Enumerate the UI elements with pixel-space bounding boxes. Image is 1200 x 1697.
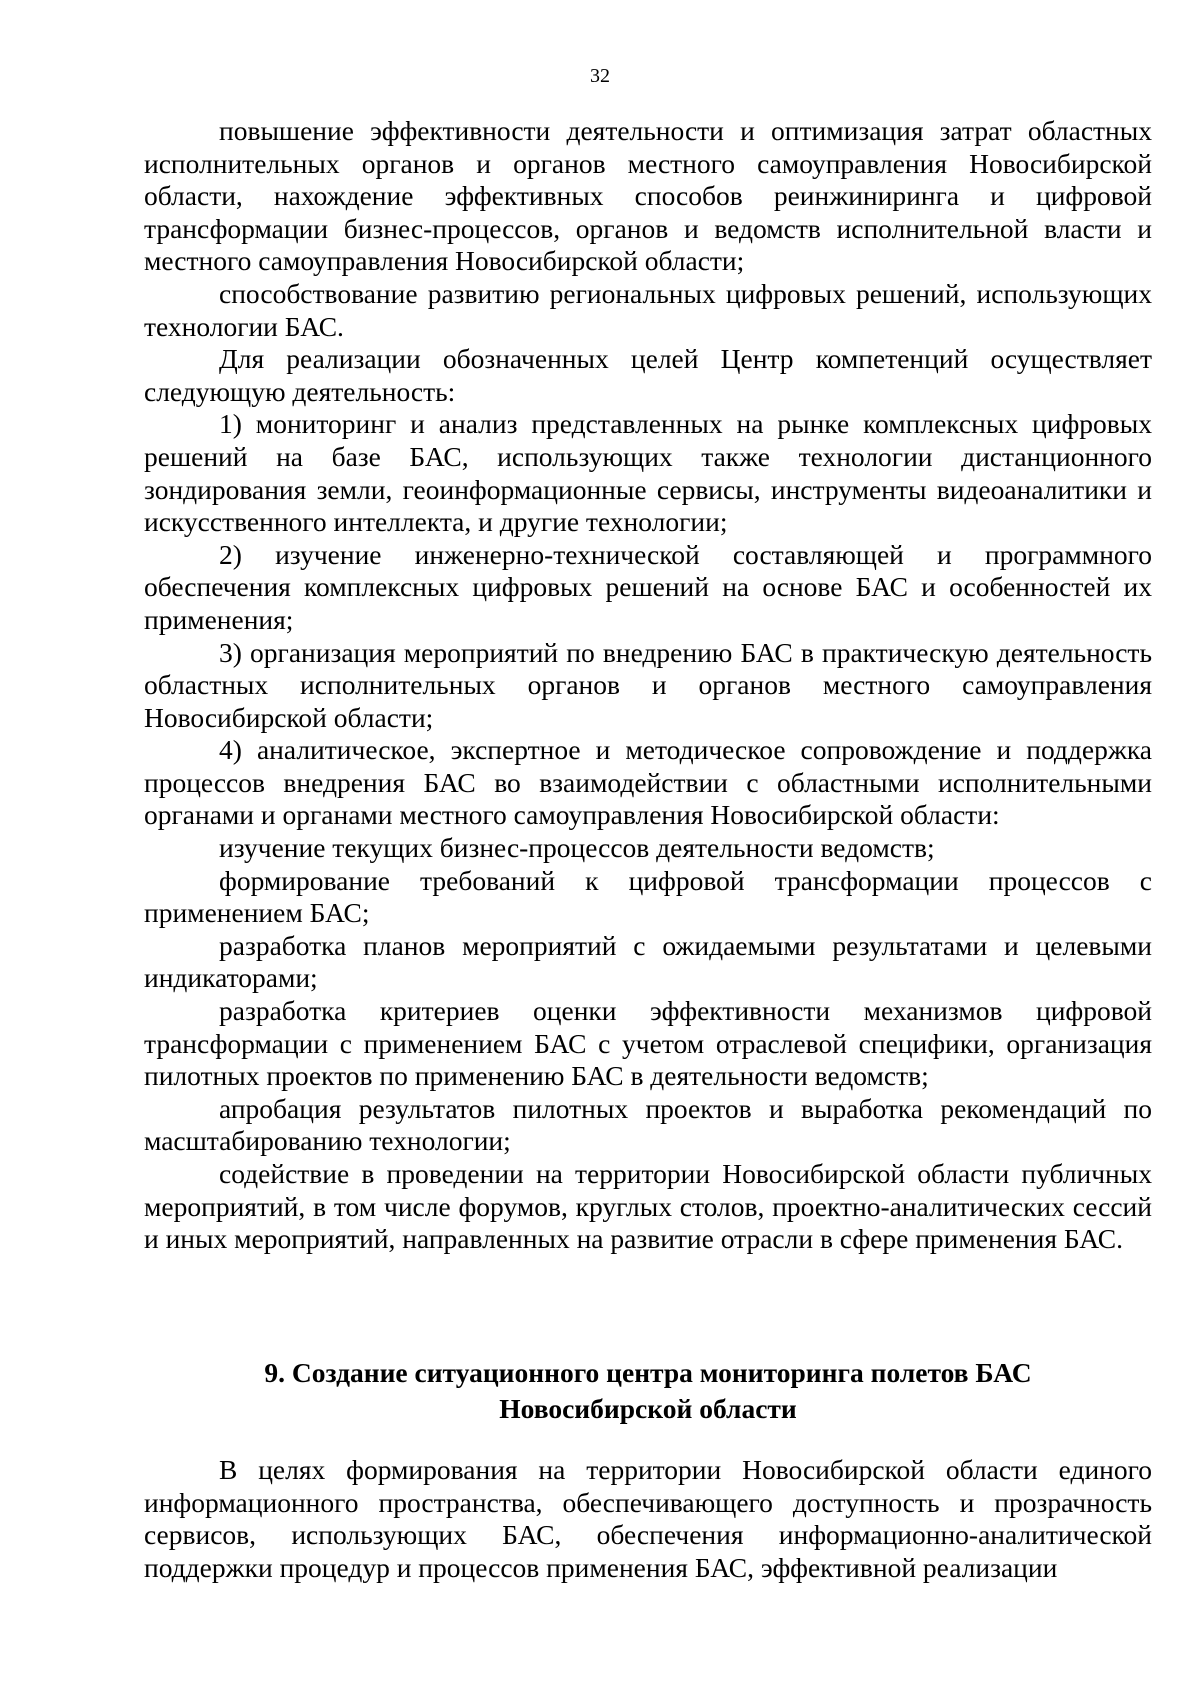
- paragraph: повышение эффективности деятельности и оптимизация затрат областных исполнительных органов и органов местного самоуправления Новосибирской области, нахождение эффективных способов реинжиниринга и цифровой трансформации бизнес-процессов, органов и ведомств исполнительной власти и местного самоуправления Новосибирской области;: [144, 115, 1152, 277]
- sub-item: разработка критериев оценки эффективности механизмов цифровой трансформации с применением БАС с учетом отраслевой специфики, организация пилотных проектов по применению БАС в деятельности ведомств;: [144, 995, 1152, 1092]
- sub-item: изучение текущих бизнес-процессов деятельности ведомств;: [219, 832, 935, 864]
- sub-item: апробация результатов пилотных проектов и выработка рекомендаций по масштабированию технологии;: [144, 1092, 1152, 1157]
- section-heading-line-2: Новосибирской области: [499, 1393, 797, 1424]
- list-item-4: 4) аналитическое, экспертное и методическое сопровождение и поддержка процессов внедрения БАС во взаимодействии с областными исполнительными органами и органами местного самоуправления Новосибирской области:: [144, 734, 1152, 831]
- sub-item: разработка планов мероприятий с ожидаемыми результатами и целевыми индикаторами;: [144, 929, 1152, 994]
- paragraph: Для реализации обозначенных целей Центр компетенций осуществляет следующую деятельность:: [144, 343, 1152, 407]
- body-text: [144, 115, 1152, 1256]
- paragraph: В целях формирования на территории Новосибирской области единого информационного пространства, обеспечивающего доступность и прозрачность сервисов, использующих БАС, обеспечения информационно-аналитической поддержки процедур и процессов применения БАС, эффективной реализации: [144, 1454, 1152, 1583]
- list-item-1: 1) мониторинг и анализ представленных на рынке комплексных цифровых решений на базе БАС, использующих также технологии дистанционного зондирования земли, геоинформационные сервисы, инструменты видеоаналитики и искусственного интеллекта, и другие технологии;: [144, 408, 1152, 538]
- section-heading-line-1: 9. Создание ситуационного центра мониторинга полетов БАС: [264, 1357, 1032, 1388]
- sub-item: содействие в проведении на территории Новосибирской области публичных мероприятий, в том числе форумов, круглых столов, проектно-аналитических сессий и иных мероприятий, направленных на развитие отрасли в сфере применения БАС.: [144, 1158, 1152, 1255]
- section-heading: [144, 1355, 1152, 1427]
- list-item-2: 2) изучение инженерно-технической составляющей и программного обеспечения комплексных цифровых решений на основе БАС и особенностей их применения;: [144, 538, 1152, 635]
- page-number: 32: [590, 65, 610, 87]
- list-item-3: 3) организация мероприятий по внедрению БАС в практическую деятельность областных исполнительных органов и органов местного самоуправления Новосибирской области;: [144, 636, 1152, 733]
- section-body-text: [144, 1454, 1152, 1584]
- sub-item: формирование требований к цифровой трансформации процессов с применением БАС;: [144, 864, 1152, 929]
- paragraph: способствование развитию региональных цифровых решений, использующих технологии БАС.: [144, 277, 1152, 342]
